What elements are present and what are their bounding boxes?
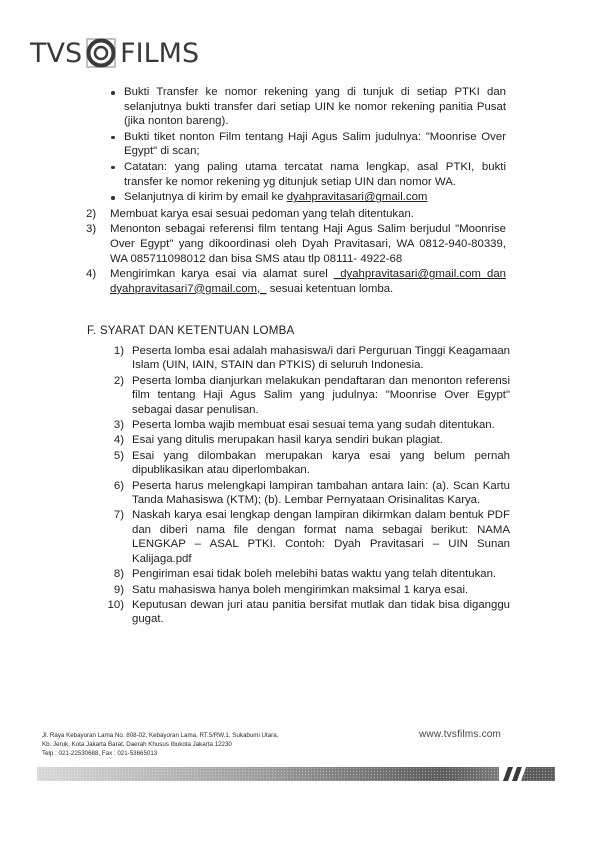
footer-website[interactable]: www.tvsfilms.com <box>419 729 502 740</box>
rule-number: 3) <box>113 419 124 432</box>
rule-item <box>100 433 510 447</box>
bullet-item: Bukti tiket nonton Film tentang Haji Agus Salim judulnya: "Moonrise Over Egypt" di scan; <box>124 130 506 158</box>
rule-number: 5) <box>113 449 124 462</box>
contact-line: Telp : 021-22530688, Fax : 021-53665013 <box>42 750 158 758</box>
rule-item <box>100 449 510 478</box>
email-link[interactable]: dyahpravitasari@gmail.com <box>286 191 428 204</box>
rule-text: Peserta lomba esai adalah mahasiswa/i dari Perguruan Tinggi Keagamaan Islam (UIN, IAIN, STAIN dan PTKIS) di seluruh Indonesia. <box>132 345 510 372</box>
bullet-item: Catatan: yang paling utama tercatat nama lengkap, asal PTKI, bukti transfer ke nomor rekening yg ditunjuk setiap UIN dan nomor WA. <box>124 160 506 188</box>
rule-text: Peserta lomba wajib membuat esai sesuai tema yang sudah ditentukan. <box>132 419 495 432</box>
rule-number: 4) <box>113 434 124 447</box>
rule-number: 8) <box>113 568 124 581</box>
rule-number: 9) <box>113 583 124 596</box>
tvs-films-logo <box>30 33 199 73</box>
rule-text: Peserta harus melengkapi lampiran tambahan antara lain: (a). Scan Kartu Tanda Mahasiswa (KTM); (b). Lembar Pernyataan Orisinalitas Karya. <box>132 479 510 507</box>
bullet-item <box>124 190 506 205</box>
rule-text: Peserta lomba dianjurkan melakukan pendaftaran dan menonton referensi film tentang Haji Agus Salim yang judulnya: "Moonrise Over Egypt" sebagai dasar penulisan. <box>132 374 510 416</box>
logo-film-reel-icon <box>84 36 118 70</box>
bullet-text: Selanjutnya di kirim by email ke <box>124 191 287 204</box>
footer-address <box>42 731 278 759</box>
step-number: 4) <box>86 268 97 281</box>
rule-item <box>100 508 510 566</box>
section-f-heading: F. SYARAT DAN KETENTUAN LOMBA <box>87 324 295 337</box>
email-links[interactable]: _dyahpravitasari@gmail.com dan dyahpravitasari7@gmail.com,_ <box>110 268 506 295</box>
bullet-item: Bukti Transfer ke nomor rekening yang di tunjuk di setiap PTKI dan selanjutnya bukti transfer dari setiap UIN ke nomor rekening panitia Pusat (jika nonton bareng). <box>124 86 506 128</box>
rule-item <box>100 479 510 508</box>
rule-text: Esai yang ditulis merupakan hasil karya sendiri bukan plagiat. <box>132 434 443 447</box>
address-line: Jl. Raya Kebayoran Lama No. 808-02, Kebayoran Lama, RT.5/RW.1, Sukabumi Utara, <box>42 732 279 739</box>
step-number: 2) <box>86 207 97 220</box>
address-line: Kb. Jeruk, Kota Jakarta Barat, Daerah Khusus Ibukota Jakarta 12230 <box>42 741 232 749</box>
top-content <box>86 85 506 297</box>
logo-text-right: FILMS <box>120 37 200 69</box>
footer-band <box>37 767 555 781</box>
step-number: 3) <box>86 223 97 236</box>
step-text-suffix: sesuai ketentuan lomba. <box>266 282 394 295</box>
step-text: Menonton sebagai referensi film tentang Haji Agus Salim berjudul "Moonrise Over Egypt" yang dikoordinasi oleh Dyah Pravitasari, WA 0812-940-80339, WA 085711098012 dan bisa SMS atau tlp 08111- 4922-68 <box>110 223 506 265</box>
step-item <box>86 207 506 222</box>
rule-item <box>100 344 510 373</box>
step-list <box>86 207 506 297</box>
rule-item <box>100 374 510 417</box>
logo-text-left: TVS <box>30 37 83 69</box>
step-item <box>86 267 506 296</box>
rule-text: Esai yang dilombakan merupakan karya esai yang belum pernah dipublikasikan atau diperlombakan. <box>132 449 510 477</box>
rule-number: 10) <box>107 598 124 611</box>
rule-item <box>100 598 510 627</box>
rules-list <box>100 344 510 628</box>
rule-number: 1) <box>113 345 124 357</box>
rule-text: Satu mahasiswa hanya boleh mengirimkan maksimal 1 karya esai. <box>132 583 469 596</box>
rule-text: Pengiriman esai tidak boleh melebihi batas waktu yang telah ditentukan. <box>132 568 497 581</box>
rule-text: Keputusan dewan juri atau panitia bersifat mutlak dan tidak bisa diganggu gugat. <box>132 598 510 626</box>
rule-item <box>100 418 510 432</box>
rule-item <box>100 583 510 597</box>
rule-number: 2) <box>113 374 124 387</box>
rule-item <box>100 567 510 581</box>
rule-number: 7) <box>113 509 124 522</box>
step-text-prefix: Mengirimkan karya esai via alamat surel <box>110 268 334 281</box>
step-item <box>86 222 506 266</box>
step-text: Membuat karya esai sesuai pedoman yang telah ditentukan. <box>110 207 414 220</box>
rule-number: 6) <box>113 479 124 492</box>
requirement-bullets <box>96 85 506 205</box>
rule-text: Naskah karya esai lengkap dengan lampiran dikirmkan dalam bentuk PDF dan diberi nama file dengan format nama sebagai berikut: NAMA LENGKAP – ASAL PTKI. Contoh: Dyah Pravitasari – UIN Sunan Kalijaga.pdf <box>132 509 510 565</box>
